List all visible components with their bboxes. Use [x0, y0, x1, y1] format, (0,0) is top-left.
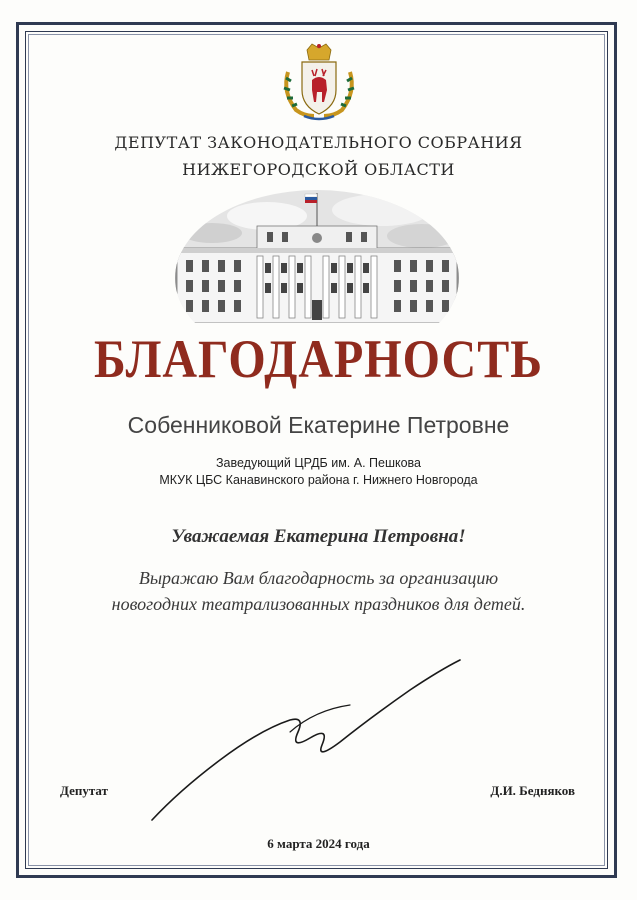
building-illustration — [172, 188, 462, 323]
recipient-name: Собенниковой Екатерине Петровне — [127, 412, 510, 438]
document-date: 6 марта 2024 года — [267, 836, 370, 851]
signature-mark — [140, 650, 560, 840]
greeting: Уважаемая Екатерина Петровна! — [171, 526, 466, 547]
signature-role: Депутат — [60, 783, 108, 798]
body-text-line-2: новогодних театрализованных праздников для детей. — [111, 594, 526, 614]
recipient-position-line-1: Заведующий ЦРДБ им. А. Пешкова — [216, 456, 421, 470]
body-text-line-1: Выражаю Вам благодарность за организацию — [138, 568, 499, 588]
signature-name: Д.И. Бедняков — [490, 783, 575, 798]
coat-of-arms-icon — [274, 42, 364, 122]
recipient-position-line-2: МКУК ЦБС Канавинского района г. Нижнего Новгорода — [159, 473, 478, 487]
header-line-2: НИЖЕГОРОДСКОЙ ОБЛАСТИ — [182, 160, 455, 179]
header-line-1: ДЕПУТАТ ЗАКОНОДАТЕЛЬНОГО СОБРАНИЯ — [114, 133, 523, 152]
document-title: БЛАГОДАРНОСТЬ — [94, 329, 543, 390]
